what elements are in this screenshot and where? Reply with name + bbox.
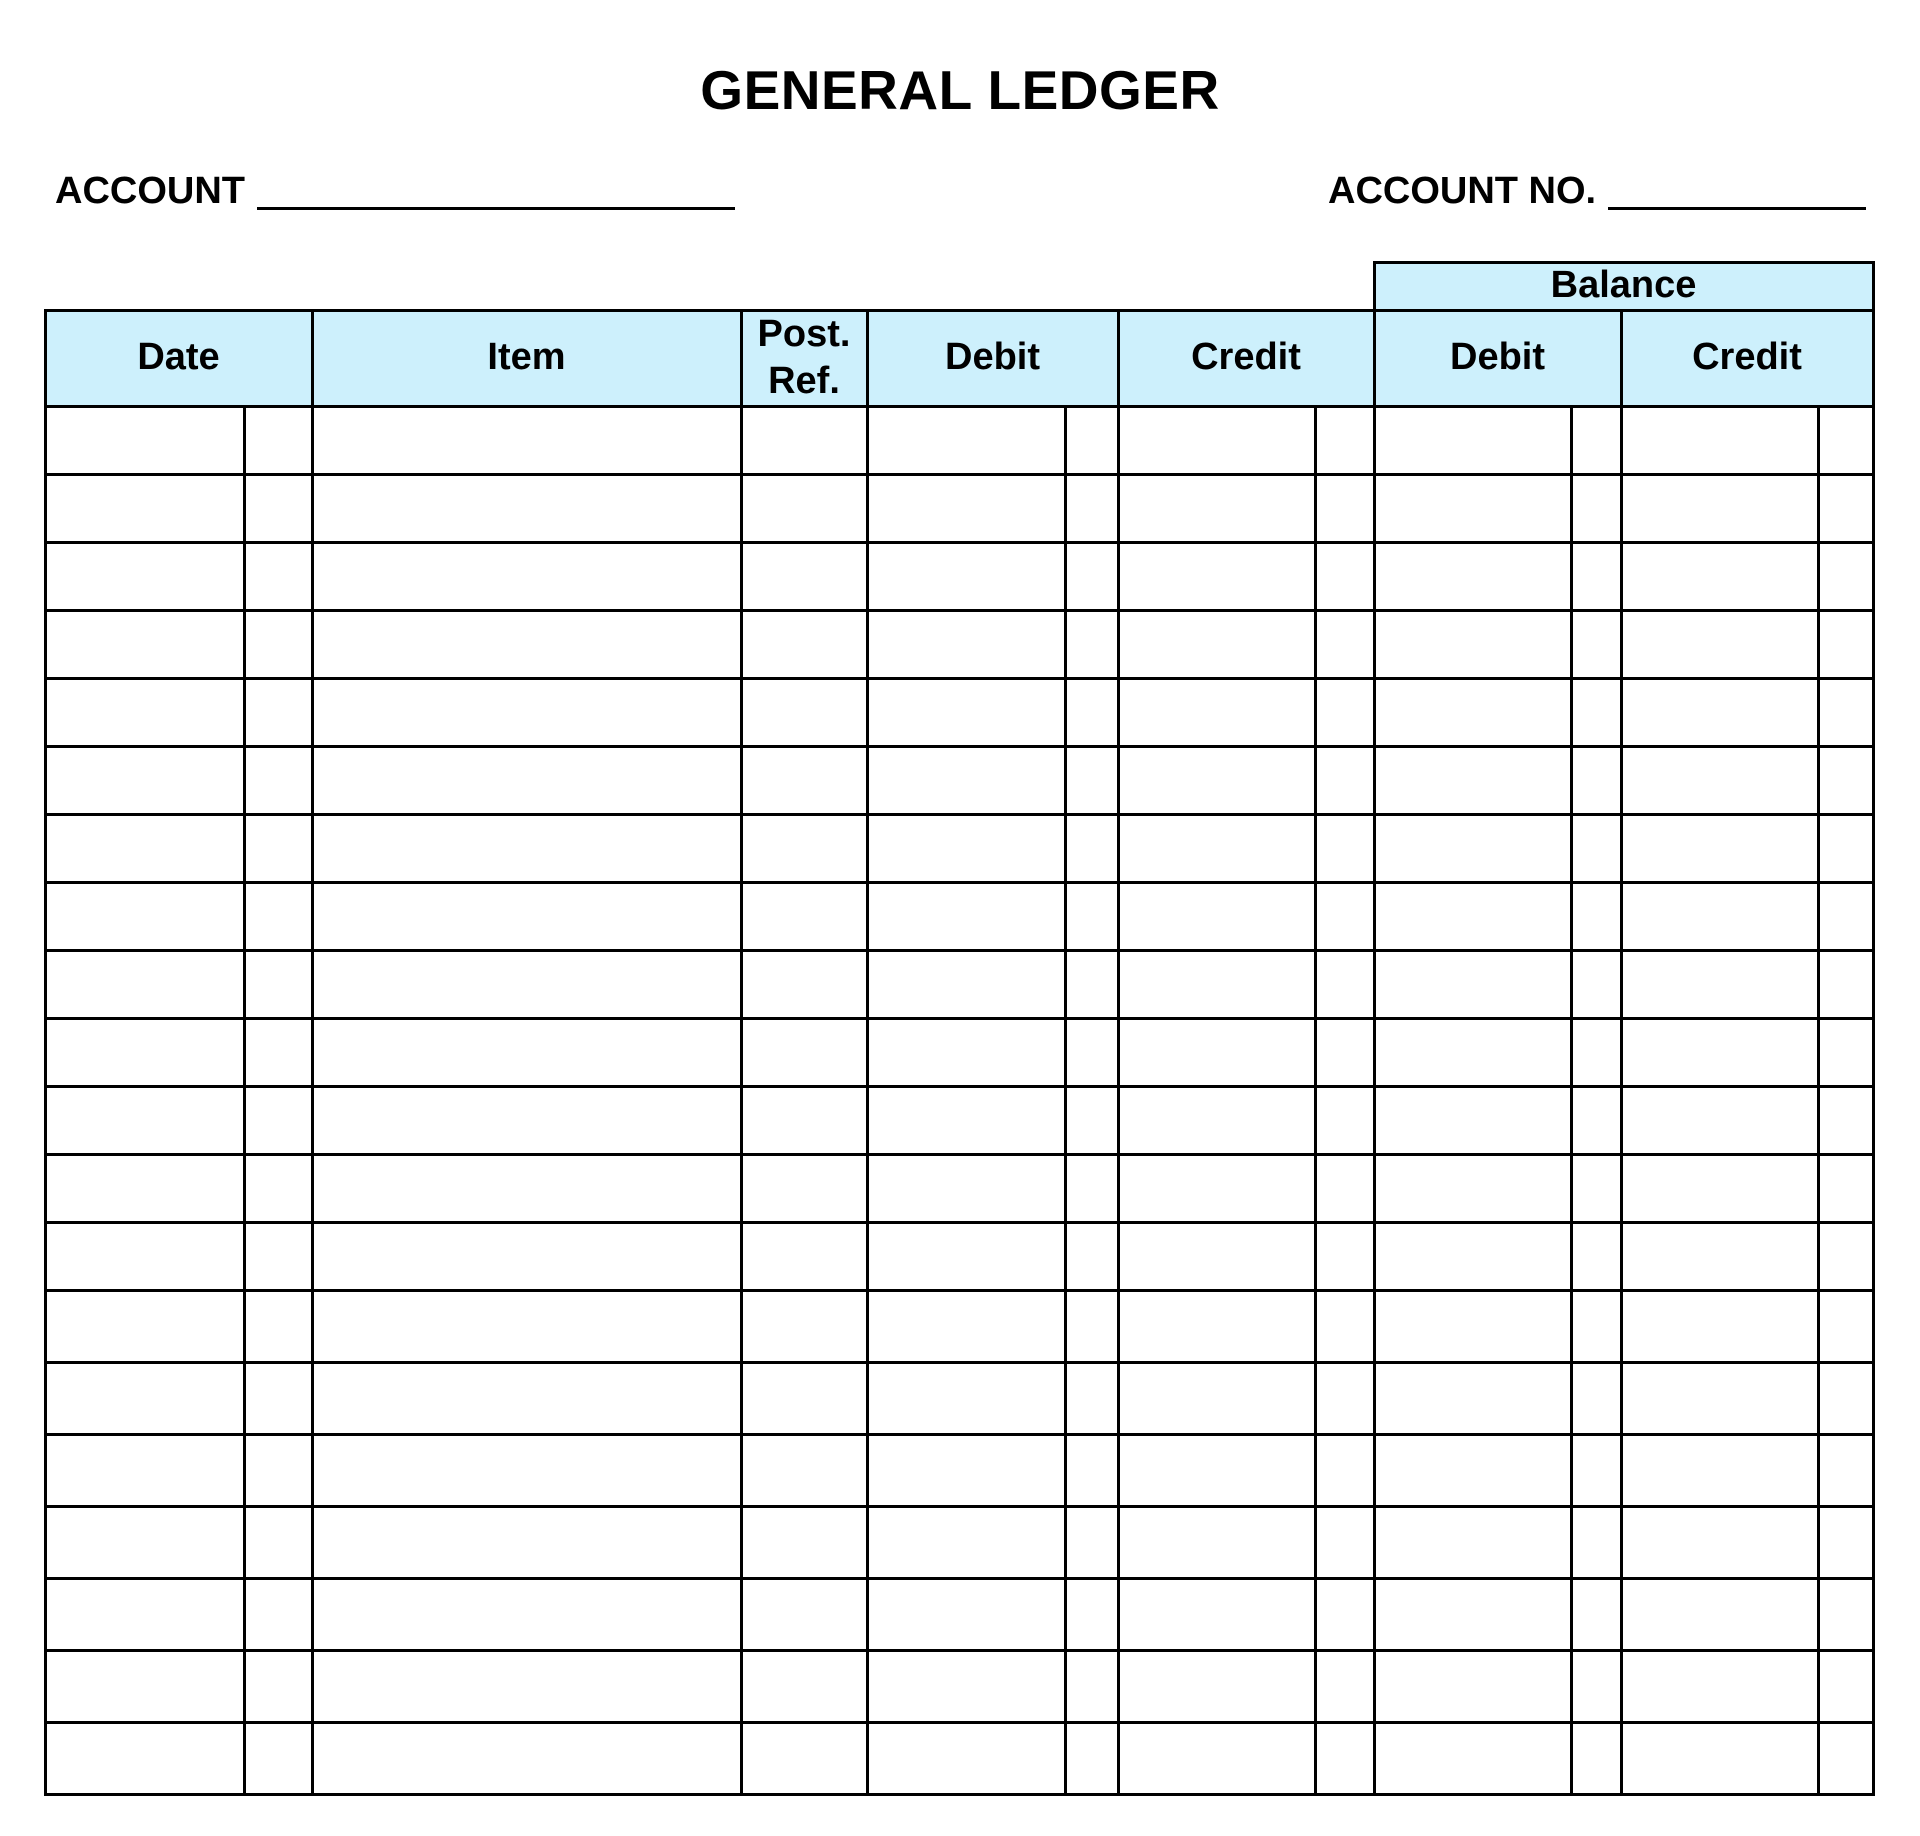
cell-item[interactable] bbox=[312, 1018, 741, 1086]
row-divider bbox=[44, 1577, 1875, 1580]
column-divider bbox=[243, 405, 246, 1796]
cell-debit[interactable] bbox=[867, 1578, 1118, 1650]
cell-balance-debit[interactable] bbox=[1374, 1362, 1621, 1434]
cell-credit[interactable] bbox=[1118, 1578, 1374, 1650]
cell-balance-debit[interactable] bbox=[1374, 1506, 1621, 1578]
row-divider bbox=[44, 609, 1875, 612]
cell-balance-credit[interactable] bbox=[1621, 950, 1873, 1018]
table-row bbox=[45, 950, 1875, 1018]
cell-balance-credit[interactable] bbox=[1621, 1722, 1873, 1794]
cell-post-ref[interactable] bbox=[741, 1506, 867, 1578]
table-row bbox=[45, 814, 1875, 882]
cell-item[interactable] bbox=[312, 746, 741, 814]
header-debit bbox=[867, 310, 1118, 406]
cell-date[interactable] bbox=[45, 1086, 312, 1154]
table-row bbox=[45, 746, 1875, 814]
cell-balance-credit[interactable] bbox=[1621, 746, 1873, 814]
cell-debit[interactable] bbox=[867, 542, 1118, 610]
header-balance-credit-label: Credit bbox=[1692, 336, 1802, 379]
cell-balance-debit[interactable] bbox=[1374, 1434, 1621, 1506]
table-row bbox=[45, 1290, 1875, 1362]
cell-balance-credit[interactable] bbox=[1621, 1362, 1873, 1434]
cell-item[interactable] bbox=[312, 678, 741, 746]
cell-debit[interactable] bbox=[867, 814, 1118, 882]
cell-item[interactable] bbox=[312, 610, 741, 678]
cell-date[interactable] bbox=[45, 814, 312, 882]
cell-debit[interactable] bbox=[867, 1506, 1118, 1578]
cell-date[interactable] bbox=[45, 950, 312, 1018]
column-divider bbox=[1373, 261, 1376, 312]
cell-credit[interactable] bbox=[1118, 1018, 1374, 1086]
cell-credit[interactable] bbox=[1118, 1086, 1374, 1154]
cell-item[interactable] bbox=[312, 1222, 741, 1290]
column-divider bbox=[1373, 309, 1376, 1796]
cell-balance-debit[interactable] bbox=[1374, 1722, 1621, 1794]
row-divider bbox=[44, 1017, 1875, 1020]
column-divider bbox=[1620, 309, 1623, 1796]
cell-balance-credit[interactable] bbox=[1621, 678, 1873, 746]
header-credit-label: Credit bbox=[1191, 336, 1301, 379]
cell-post-ref[interactable] bbox=[741, 1578, 867, 1650]
column-divider bbox=[311, 309, 314, 1796]
table-row bbox=[45, 882, 1875, 950]
header-date bbox=[45, 310, 312, 406]
cell-date[interactable] bbox=[45, 1650, 312, 1722]
cell-balance-credit[interactable] bbox=[1621, 882, 1873, 950]
cell-balance-debit[interactable] bbox=[1374, 1154, 1621, 1222]
header-item-label: Item bbox=[487, 336, 566, 379]
header-post-ref-line1: Post. bbox=[757, 312, 851, 355]
column-divider bbox=[740, 309, 743, 1796]
cell-balance-debit[interactable] bbox=[1374, 610, 1621, 678]
row-divider bbox=[44, 1649, 1875, 1652]
cell-balance-debit[interactable] bbox=[1374, 814, 1621, 882]
cell-item[interactable] bbox=[312, 406, 741, 474]
row-divider bbox=[44, 1793, 1875, 1796]
table-row bbox=[45, 406, 1875, 474]
cell-item[interactable] bbox=[312, 1362, 741, 1434]
cell-balance-credit[interactable] bbox=[1621, 474, 1873, 542]
cell-post-ref[interactable] bbox=[741, 1434, 867, 1506]
cell-balance-debit[interactable] bbox=[1374, 882, 1621, 950]
cell-debit[interactable] bbox=[867, 1018, 1118, 1086]
cell-credit[interactable] bbox=[1118, 950, 1374, 1018]
cell-balance-debit[interactable] bbox=[1374, 746, 1621, 814]
cell-balance-debit[interactable] bbox=[1374, 1578, 1621, 1650]
cell-credit[interactable] bbox=[1118, 474, 1374, 542]
cell-post-ref[interactable] bbox=[741, 1222, 867, 1290]
cell-item[interactable] bbox=[312, 1650, 741, 1722]
table-row bbox=[45, 1434, 1875, 1506]
cell-balance-debit[interactable] bbox=[1374, 950, 1621, 1018]
cell-post-ref[interactable] bbox=[741, 1086, 867, 1154]
cell-balance-credit[interactable] bbox=[1621, 406, 1873, 474]
row-divider bbox=[44, 881, 1875, 884]
cell-balance-debit[interactable] bbox=[1374, 1018, 1621, 1086]
cell-post-ref[interactable] bbox=[741, 1650, 867, 1722]
header-credit bbox=[1118, 310, 1374, 406]
cell-credit[interactable] bbox=[1118, 1290, 1374, 1362]
cell-post-ref[interactable] bbox=[741, 746, 867, 814]
cell-post-ref[interactable] bbox=[741, 950, 867, 1018]
cell-date[interactable] bbox=[45, 882, 312, 950]
cell-item[interactable] bbox=[312, 1578, 741, 1650]
cell-balance-credit[interactable] bbox=[1621, 1434, 1873, 1506]
cell-debit[interactable] bbox=[867, 882, 1118, 950]
cell-post-ref[interactable] bbox=[741, 1722, 867, 1794]
row-divider bbox=[44, 1153, 1875, 1156]
cell-credit[interactable] bbox=[1118, 814, 1374, 882]
table-row bbox=[45, 1362, 1875, 1434]
cell-item[interactable] bbox=[312, 950, 741, 1018]
balance-group-header bbox=[1374, 262, 1873, 310]
row-divider bbox=[44, 405, 1875, 408]
cell-balance-debit[interactable] bbox=[1374, 678, 1621, 746]
cell-debit[interactable] bbox=[867, 1362, 1118, 1434]
header-balance-debit bbox=[1374, 310, 1621, 406]
row-divider bbox=[1373, 261, 1875, 264]
cell-date[interactable] bbox=[45, 1578, 312, 1650]
header-balance-credit bbox=[1621, 310, 1873, 406]
cell-debit[interactable] bbox=[867, 1290, 1118, 1362]
row-divider bbox=[44, 473, 1875, 476]
cell-credit[interactable] bbox=[1118, 406, 1374, 474]
cell-date[interactable] bbox=[45, 1154, 312, 1222]
cell-credit[interactable] bbox=[1118, 1434, 1374, 1506]
table-row bbox=[45, 1506, 1875, 1578]
cell-post-ref[interactable] bbox=[741, 406, 867, 474]
table-row bbox=[45, 1722, 1875, 1794]
cell-post-ref[interactable] bbox=[741, 610, 867, 678]
cell-debit[interactable] bbox=[867, 1650, 1118, 1722]
row-divider bbox=[44, 813, 1875, 816]
row-divider bbox=[44, 541, 1875, 544]
row-divider bbox=[44, 1361, 1875, 1364]
cell-credit[interactable] bbox=[1118, 1154, 1374, 1222]
cell-date[interactable] bbox=[45, 1290, 312, 1362]
cell-debit[interactable] bbox=[867, 610, 1118, 678]
cell-debit[interactable] bbox=[867, 950, 1118, 1018]
cell-debit[interactable] bbox=[867, 406, 1118, 474]
cell-balance-credit[interactable] bbox=[1621, 1506, 1873, 1578]
header-date-label: Date bbox=[137, 336, 220, 379]
cell-debit[interactable] bbox=[867, 746, 1118, 814]
cell-post-ref[interactable] bbox=[741, 1290, 867, 1362]
header-debit-label: Debit bbox=[945, 336, 1040, 379]
row-divider bbox=[44, 1221, 1875, 1224]
cell-debit[interactable] bbox=[867, 1722, 1118, 1794]
cell-date[interactable] bbox=[45, 610, 312, 678]
cell-balance-debit[interactable] bbox=[1374, 542, 1621, 610]
cell-post-ref[interactable] bbox=[741, 542, 867, 610]
account-no-label: ACCOUNT NO. bbox=[1328, 170, 1597, 212]
cell-credit[interactable] bbox=[1118, 1650, 1374, 1722]
cell-credit[interactable] bbox=[1118, 882, 1374, 950]
cell-item[interactable] bbox=[312, 1722, 741, 1794]
cell-item[interactable] bbox=[312, 814, 741, 882]
balance-label: Balance bbox=[1550, 264, 1697, 307]
row-divider bbox=[44, 1289, 1875, 1292]
table-row bbox=[45, 1578, 1875, 1650]
cell-balance-debit[interactable] bbox=[1374, 1290, 1621, 1362]
column-divider bbox=[44, 309, 47, 1796]
table-row bbox=[45, 1650, 1875, 1722]
table-row bbox=[45, 1086, 1875, 1154]
cell-date[interactable] bbox=[45, 1506, 312, 1578]
cell-post-ref[interactable] bbox=[741, 678, 867, 746]
cell-date[interactable] bbox=[45, 1362, 312, 1434]
table-row bbox=[45, 542, 1875, 610]
cell-date[interactable] bbox=[45, 474, 312, 542]
cell-balance-credit[interactable] bbox=[1621, 542, 1873, 610]
cell-credit[interactable] bbox=[1118, 542, 1374, 610]
cell-date[interactable] bbox=[45, 746, 312, 814]
cell-credit[interactable] bbox=[1118, 1222, 1374, 1290]
cell-balance-credit[interactable] bbox=[1621, 1290, 1873, 1362]
cell-balance-credit[interactable] bbox=[1621, 610, 1873, 678]
column-divider bbox=[1872, 261, 1875, 312]
table-row bbox=[45, 474, 1875, 542]
table-row bbox=[45, 1154, 1875, 1222]
cell-date[interactable] bbox=[45, 1434, 312, 1506]
cell-balance-credit[interactable] bbox=[1621, 1018, 1873, 1086]
cell-date[interactable] bbox=[45, 542, 312, 610]
row-divider bbox=[44, 1721, 1875, 1724]
table-row bbox=[45, 678, 1875, 746]
column-divider bbox=[1314, 405, 1317, 1796]
cell-balance-debit[interactable] bbox=[1374, 1222, 1621, 1290]
column-divider bbox=[1064, 405, 1067, 1796]
cell-balance-credit[interactable] bbox=[1621, 1154, 1873, 1222]
row-divider bbox=[44, 1505, 1875, 1508]
cell-date[interactable] bbox=[45, 1722, 312, 1794]
cell-credit[interactable] bbox=[1118, 1506, 1374, 1578]
column-divider bbox=[1117, 309, 1120, 1796]
column-divider bbox=[1570, 405, 1573, 1796]
cell-balance-credit[interactable] bbox=[1621, 1578, 1873, 1650]
cell-post-ref[interactable] bbox=[741, 882, 867, 950]
cell-credit[interactable] bbox=[1118, 678, 1374, 746]
cell-post-ref[interactable] bbox=[741, 474, 867, 542]
cell-post-ref[interactable] bbox=[741, 1018, 867, 1086]
cell-post-ref[interactable] bbox=[741, 1154, 867, 1222]
row-divider bbox=[44, 949, 1875, 952]
column-divider bbox=[1872, 309, 1875, 1796]
cell-balance-credit[interactable] bbox=[1621, 1650, 1873, 1722]
cell-balance-debit[interactable] bbox=[1374, 1086, 1621, 1154]
cell-debit[interactable] bbox=[867, 1086, 1118, 1154]
cell-debit[interactable] bbox=[867, 1222, 1118, 1290]
column-divider bbox=[866, 309, 869, 1796]
table-row bbox=[45, 1222, 1875, 1290]
row-divider bbox=[44, 1085, 1875, 1088]
header-balance-debit-label: Debit bbox=[1450, 336, 1545, 379]
cell-balance-credit[interactable] bbox=[1621, 1086, 1873, 1154]
row-divider bbox=[44, 745, 1875, 748]
cell-date[interactable] bbox=[45, 406, 312, 474]
cell-balance-debit[interactable] bbox=[1374, 406, 1621, 474]
cell-item[interactable] bbox=[312, 1154, 741, 1222]
cell-post-ref[interactable] bbox=[741, 814, 867, 882]
cell-item[interactable] bbox=[312, 542, 741, 610]
cell-debit[interactable] bbox=[867, 1434, 1118, 1506]
cell-item[interactable] bbox=[312, 1086, 741, 1154]
page-title: GENERAL LEDGER bbox=[700, 59, 1220, 121]
cell-balance-credit[interactable] bbox=[1621, 814, 1873, 882]
cell-balance-debit[interactable] bbox=[1374, 1650, 1621, 1722]
header-post-ref-line2: Ref. bbox=[768, 360, 840, 402]
cell-date[interactable] bbox=[45, 1018, 312, 1086]
cell-item[interactable] bbox=[312, 1434, 741, 1506]
cell-date[interactable] bbox=[45, 678, 312, 746]
account-label: ACCOUNT bbox=[55, 170, 245, 212]
table-row bbox=[45, 610, 1875, 678]
table-row bbox=[45, 1018, 1875, 1086]
cell-item[interactable] bbox=[312, 1506, 741, 1578]
cell-item[interactable] bbox=[312, 882, 741, 950]
cell-debit[interactable] bbox=[867, 678, 1118, 746]
cell-credit[interactable] bbox=[1118, 746, 1374, 814]
row-divider bbox=[44, 309, 1875, 312]
cell-credit[interactable] bbox=[1118, 1362, 1374, 1434]
cell-post-ref[interactable] bbox=[741, 1362, 867, 1434]
row-divider bbox=[44, 677, 1875, 680]
row-divider bbox=[44, 1433, 1875, 1436]
cell-balance-credit[interactable] bbox=[1621, 1222, 1873, 1290]
header-item bbox=[312, 310, 741, 406]
cell-item[interactable] bbox=[312, 1290, 741, 1362]
cell-item[interactable] bbox=[312, 474, 741, 542]
cell-credit[interactable] bbox=[1118, 1722, 1374, 1794]
column-divider bbox=[1817, 405, 1820, 1796]
cell-credit[interactable] bbox=[1118, 610, 1374, 678]
header-post-ref bbox=[741, 310, 867, 406]
cell-date[interactable] bbox=[45, 1222, 312, 1290]
cell-debit[interactable] bbox=[867, 474, 1118, 542]
cell-balance-debit[interactable] bbox=[1374, 474, 1621, 542]
cell-debit[interactable] bbox=[867, 1154, 1118, 1222]
